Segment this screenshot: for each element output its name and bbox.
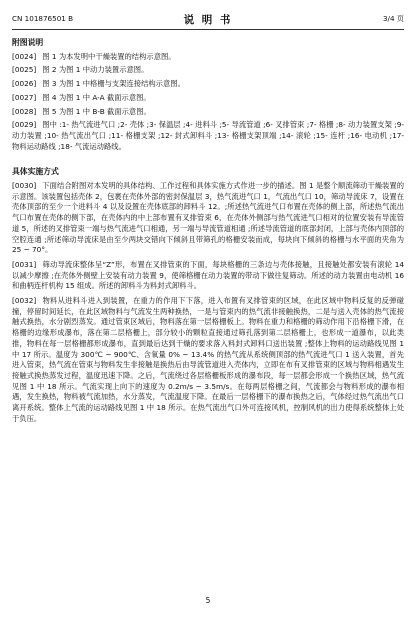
paragraph-text: 图 3 为图 1 中格栅与支架连接结构示意图。 [42, 79, 185, 89]
page-body [12, 38, 404, 429]
section-spacer [12, 155, 404, 167]
paragraph-label: [0025] [12, 65, 37, 75]
header-divider [12, 29, 404, 30]
paragraph-0024 [12, 52, 404, 63]
paragraph-text: 图中 :1- 热气流进气口 ;2- 壳体 ;3- 保温层 ;4- 进料斗 ;5- 导流管道 ;6- 叉排管束 ;7- 格栅 ;8- 动力装置支架 ;9- 动力装置 ;10- 热气流出气口 ;11- 格栅支架 ;12- 封式卸料斗 ;13- 格栅支架顶端 ;14- 滚轮 ;15- 连杆 ;16- 电动机 ;17- 物料运动路线 ;18- 气流运动路线。 [12, 120, 404, 151]
page-indicator: 3/4 页 [382, 14, 404, 23]
paragraph-text: 图 5 为图 1 中 B-B 截面示意图。 [42, 106, 151, 116]
page-header [12, 12, 404, 26]
paragraph-label: [0032] [12, 296, 37, 306]
paragraph-0030 [12, 181, 404, 256]
paragraph-0025 [12, 65, 404, 76]
paragraph-text: 筛动导流床整体呈“Z”形，布置在叉排管束的下面，每块格栅的三条边与壳体接触，且接触处都安装有滚轮 14 以减少摩擦 ;在壳体外侧壁上安装有动力装置 9，使筛格栅在动力装置的带动下做往复筛动。所述的动力装置由电动机 16 和曲柄连杆机构 15 组成。所述的卸料斗为料封式卸料斗。 [12, 259, 404, 291]
paragraph-label: [0031] [12, 259, 37, 269]
paragraph-label: [0027] [12, 92, 37, 102]
paragraph-label: [0026] [12, 79, 37, 89]
paragraph-label: [0030] [12, 181, 37, 191]
page-number: 5 [205, 596, 211, 605]
paragraph-0028 [12, 107, 404, 118]
paragraph-text: 图 4 为图 1 中 A-A 截面示意图。 [42, 92, 151, 102]
paragraph-0027 [12, 93, 404, 104]
paragraph-text: 图 2 为图 1 中动力装置示意图。 [42, 65, 149, 75]
paragraph-label: [0029] [12, 120, 37, 130]
paragraph-label: [0024] [12, 51, 37, 61]
patent-number: CN 101876501 B [12, 14, 74, 23]
document-title: 说 明 书 [183, 14, 233, 26]
paragraph-0031 [12, 260, 404, 292]
paragraph-text: 物料从进料斗进入到装置，在重力的作用下下落，进入布置有叉排管束的区域，在此区域中物料反复的反弹碰撞，停留时间延长，在此区域物料与气流发生两种换热，一是与管束内的热气流非接触换热，二是与送入壳体的热气流接触式换热，水分剧烈蒸发。通过管束区域后，物料落在第一层格栅板上。物料在重力和格栅的筛动作用下沿格栅下滑，在格栅的边缘形成瀑布，落在第二层格栅上，部分较小的颗粒直接通过筛孔落到第二层格栅上，也形成一道瀑布，以此类推，物料在每一层格栅都形成瀑布，直到最后达到干燥的要求落入料封式卸料口送出装置 ;整体上物料的运动路线见图 1 中 17 所示。温度为 300℃ ~ 900℃、含氧量 0% ~ 13.4% 的热气流从系统侧顶部的热气流进气口 1 送入装置，首先进入管束，热气流在管束与物料发生非接触是换热后由导流管道进入壳体内，立即在布有叉排管束的区域与物料相遇发生接触式换热蒸发过程，温度迅速下降。之后，气流绕过各层格栅板形成的瀑布段，每一层都会形成一个换热区域，热气流见图 1 中 18 所示。气流实现上向下的速度为 0.2m/s ~ 3.5m/s。在每两层格栅之间，气流都会与物料形成的瀑布相遇，发生换热，物料被气流加热，水分蒸发，气流温度下降。在最后一层格栅下的瀑布换热之后，气体经过热气流出气口离开系统。整体上气流的运动路线见图 1 中 18 所示。在热气流出气口外可连接风机，控制风机的出力使得系统整体上处于负压。 [12, 296, 404, 423]
paragraph-text: 下面结合附图对本发明的具体结构、工作过程和具体实施方式作进一步的描述。图 1 是整个顺流筛动干燥装置的示意图。该装置包括壳体 2，包裹在壳体外部的密封保温层 3，热气流进气口 1，气流出气口 10，筛动导流床 7，设置在壳体顶部的至少一个进料斗 4 以及设置在壳体底部的卸料斗 12。;所述热气流进气口布置在壳体的侧上部，所述热气流出气口布置在壳体的侧下部，在壳体内的中上部布置有叉排管束 6，在壳体外侧部与热气流进气口相对的位置安装有导流管道 5，所述的叉排管束一端与热气流进气口相通，另一端与导流管道相通 ;所述导流管道的底部封闭，上部与壳体内顶部的空腔连通 ;所述筛动导流床是由至少两块交错向下倾斜且带筛孔的格栅安装而成，每块向下倾斜的格栅与水平面的夹角为 25 ~ 70°。 [12, 181, 404, 255]
drawings-section-title: 附图说明 [12, 38, 44, 47]
paragraph-text: 图 1 为本发明中干燥装置的结构示意图。 [42, 51, 176, 61]
paragraph-label: [0028] [12, 106, 37, 116]
paragraph-0029 [12, 120, 404, 152]
embodiment-section-title: 具体实施方式 [12, 167, 59, 177]
paragraph-0026 [12, 79, 404, 90]
paragraph-0032 [12, 296, 404, 424]
